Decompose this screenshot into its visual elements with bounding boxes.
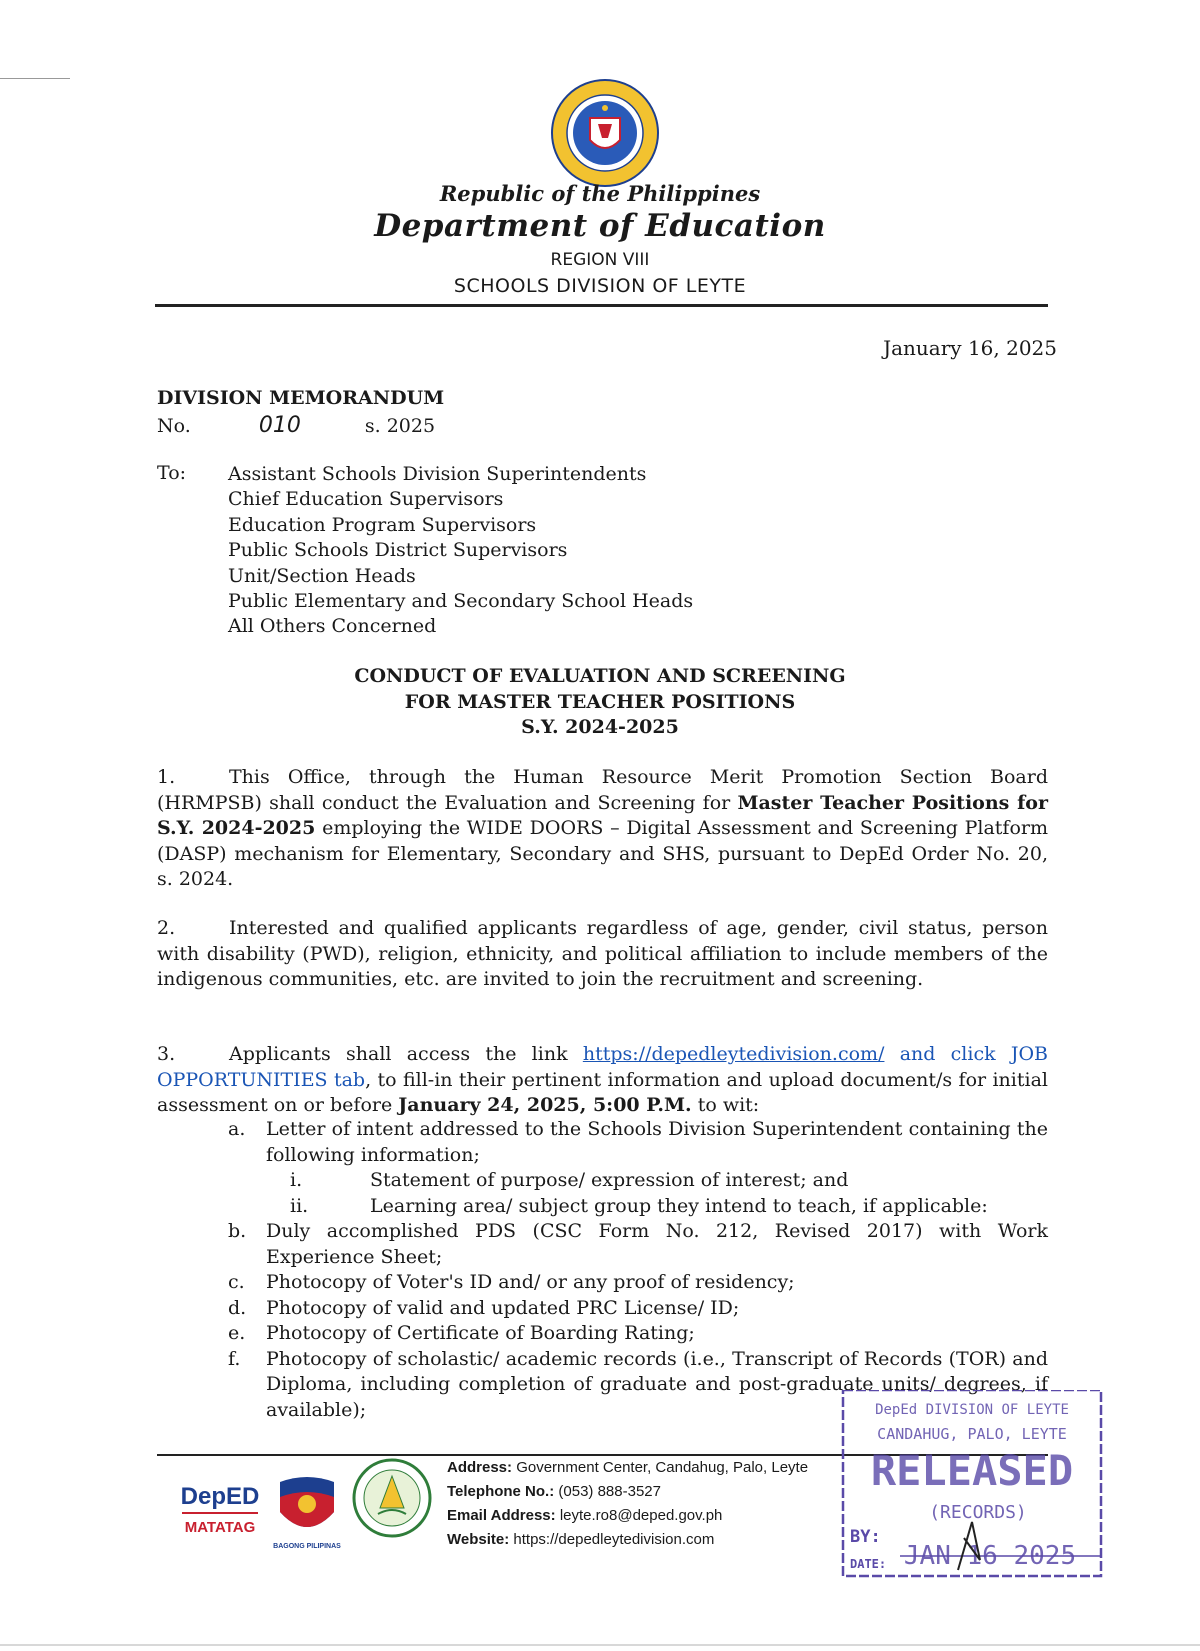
stamp-released: RELEASED [870,1446,1074,1495]
list-text: Photocopy of Voter's ID and/ or any proof of residency; [266,1271,795,1293]
memo-title: DIVISION MEMORANDUM [157,387,445,409]
list-marker: i. [290,1169,303,1191]
paragraph-3 [157,1042,1048,1119]
address-value: Government Center, Candahug, Palo, Leyte [516,1459,809,1476]
stamp-line: DepEd DIVISION OF LEYTE [875,1402,1069,1418]
website-value[interactable]: https://depedleytedivision.com [513,1531,715,1548]
paragraph-1 [157,765,1048,893]
stamp-date-label: DATE: [850,1557,887,1571]
website-label: Website: [447,1531,510,1548]
list-marker: a. [228,1118,246,1140]
subject-line: FOR MASTER TEACHER POSITIONS [404,690,796,713]
header-divider [155,304,1048,307]
memo-number: 010 [258,413,301,438]
paragraph-text: Interested and qualified applicants regardless of age, gender, civil status, person with disability (PWD), religion, ethnicity, and political affiliation to include members of the indigenous communities, etc. are invited to join the recruitment and screening. [157,917,1048,990]
recipient: Education Program Supervisors [228,513,537,536]
memo-subject [0,664,1200,741]
list-text: Photocopy of scholastic/ academic records (i.e., Transcript of Records (TOR) and Diploma, including completion of graduate and post-graduate units/ degrees, if available); [266,1347,1048,1421]
recipient: Public Schools District Supervisors [228,539,568,562]
recipient: Assistant Schools Division Superintendents [228,463,647,485]
paragraph-bold: Master Teacher Positions for S.Y. 2024-2025 [157,791,1048,839]
paragraph-number: 2. [157,917,176,939]
deadline: January 24, 2025, 5:00 P.M. [398,1094,692,1116]
bagong-pilipinas-logo [272,1472,342,1552]
list-text: Statement of purpose/ expression of interest; and [370,1169,849,1191]
recipient: Chief Education Supervisors [228,488,504,511]
scan-artifact [0,78,70,79]
deped-seal-icon [550,78,660,188]
list-marker: c. [228,1271,245,1293]
released-stamp [840,1390,1105,1580]
deped-logo-text: DepED [180,1483,260,1510]
list-marker: b. [228,1220,247,1242]
sub-item-list [290,1168,1048,1219]
paragraph-2 [157,916,1048,993]
paragraph-number: 1. [157,766,176,788]
subject-line: CONDUCT OF EVALUATION AND SCREENING [354,665,846,687]
memo-series: s. 2025 [364,415,436,437]
recipient: All Others Concerned [228,615,437,638]
page-bottom-edge [0,1644,1200,1646]
email-value[interactable]: leyte.ro8@deped.gov.ph [559,1507,723,1524]
paragraph-text: This Office, through the Human Resource Merit Promotion Section Board (HRMPSB) shall conduct the Evaluation and Screening for [157,766,1048,814]
list-marker: f. [228,1347,241,1370]
subject-line: S.Y. 2024-2025 [521,716,679,738]
list-text: Letter of intent addressed to the Schools Division Superintendent containing the following information; [266,1118,1048,1166]
list-text: Photocopy of valid and updated PRC License/ ID; [266,1296,740,1319]
paragraph-text: employing the WIDE DOORS – Digital Assessment and Screening Platform (DASP) mechanism for Elementary, Secondary and SHS, pursuant to DepEd Order No. 20, s. 2024. [157,817,1048,890]
paragraph-text: Applicants shall access the link [229,1043,583,1065]
list-item [228,1219,1048,1270]
list-text: Learning area/ subject group they intend to teach, if applicable: [370,1194,988,1217]
paragraph-number: 3. [157,1043,176,1065]
list-marker: e. [228,1322,246,1344]
list-item [290,1168,1048,1194]
list-text: Duly accomplished PDS (CSC Form No. 212, Revised 2017) with Work Experience Sheet; [266,1220,1048,1268]
bagong-pilipinas-text: BAGONG PILIPINAS [273,1543,341,1550]
stamp-date: JAN 16 2025 [903,1541,1077,1571]
region-heading: REGION VIII [550,250,650,270]
memo-number-line [157,413,435,438]
paragraph-text: and click [884,1043,1011,1065]
phone-label: Telephone No.: [447,1483,555,1500]
footer-contact [447,1456,808,1552]
list-item [290,1194,1048,1220]
paragraph-text: , to fill-in their pertinent information and upload document/s for initial assessment on or before [157,1068,1048,1116]
list-marker: ii. [290,1194,309,1217]
memo-no-label: No. [157,415,191,437]
list-item [228,1321,1048,1347]
recipient: Public Elementary and Secondary School Heads [228,590,694,613]
department-heading: Department of Education [374,208,826,244]
recipient: Unit/Section Heads [228,564,416,587]
recipient-list [228,462,693,640]
division-website-link[interactable]: https://depedleytedivision.com/ [582,1043,885,1065]
job-opportunities-tab-ref: JOB OPPORTUNITIES tab [157,1043,1048,1091]
stamp-line: (RECORDS) [929,1502,1027,1523]
email-label: Email Address: [447,1507,556,1524]
republic-heading: Republic of the Philippines [439,181,761,206]
sdo-leyte-seal-icon [352,1458,432,1538]
requirement-list [228,1117,1048,1168]
list-marker: d. [228,1296,247,1319]
stamp-by-label: BY: [850,1527,881,1547]
list-item [228,1296,1048,1322]
memo-date: January 16, 2025 [883,336,1057,360]
to-label: To: [157,462,187,484]
deped-matatag-logo [176,1476,264,1546]
phone-value: (053) 888-3527 [558,1483,661,1500]
stamp-line: CANDAHUG, PALO, LEYTE [877,1425,1067,1443]
division-heading: SCHOOLS DIVISION OF LEYTE [453,275,747,297]
paragraph-text: to wit: [691,1094,760,1116]
address-label: Address: [447,1459,513,1476]
matatag-logo-text: MATATAG [184,1519,256,1536]
list-item [228,1270,1048,1296]
list-item [228,1117,1048,1168]
list-text: Photocopy of Certificate of Boarding Rating; [266,1322,695,1344]
